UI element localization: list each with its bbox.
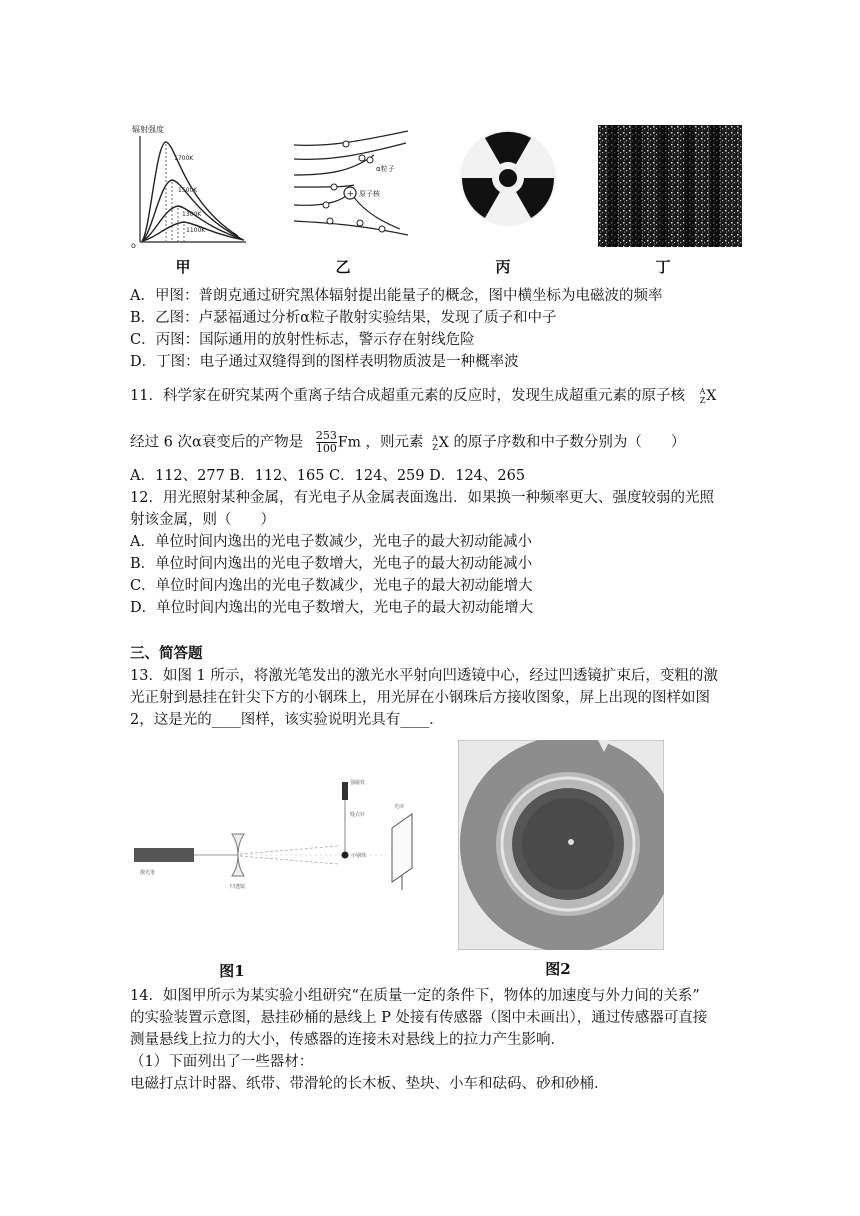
figure-bing-radiation [458, 128, 558, 228]
q10-option-a: A．甲图：普朗克通过研究黑体辐射提出能量子的概念，图中横坐标为电磁波的频率 [130, 288, 663, 304]
nuclide-mass-second: A [432, 433, 438, 443]
laser-diffraction-setup-icon [128, 768, 428, 898]
figure-jia-blackbody [128, 122, 250, 250]
blackbody-radiation-curves-icon [128, 122, 250, 250]
q14-line2: 的实验装置示意图，悬挂砂桶的悬线上 P 处接有传感器（图中未画出），通过传感器可直接 [130, 1010, 708, 1026]
q12-line1: 12．用光照射某种金属，有光电子从金属表面逸出．如果换一种频率更大、强度较弱的光照 [130, 490, 714, 506]
temp-label-2: 1300K [182, 211, 202, 218]
alpha-scattering-trajectories-icon [290, 125, 412, 247]
nuclide-atomic-second: Z [432, 442, 438, 452]
section-title: 三、简答题 [130, 645, 203, 662]
svg-text:+: + [346, 189, 355, 200]
panel-label-yi: 乙 [335, 258, 351, 276]
figure2-diffraction-image [458, 740, 664, 950]
q11-line2 [130, 430, 685, 455]
q10-option-d: D．丁图：电子通过双缝得到的图样表明物质波是一种概率波 [130, 354, 519, 370]
q13-line1: 13．如图 1 所示，将激光笔发出的激光水平射向凹透镜中心，经过凹透镜扩束后，变粗的激 [130, 668, 718, 684]
q11-stem-text: 11．科学家在研究某两个重离子结合成超重元素的反应时，发现生成超重元素的原子核 [130, 388, 685, 404]
laser-label: 激光笔 [140, 870, 156, 876]
needle-label: 缝衣针 [350, 812, 366, 818]
nuclide-x-second [432, 433, 449, 453]
radiation-warning-symbol-icon [458, 128, 558, 228]
fm-mass: 253 [315, 429, 337, 442]
fm-atomic: 100 [315, 442, 337, 455]
nuclide-symbol-second: X [438, 434, 449, 451]
panel-label-jia: 甲 [175, 258, 191, 276]
q11-line1 [130, 386, 716, 406]
temp-label-0: 1700K [174, 155, 194, 162]
q11-line2-part1: 经过 6 次α衰变后的产物是 [130, 434, 304, 451]
screen-label: 光屏 [394, 804, 405, 810]
double-slit-electron-pattern-icon [598, 125, 742, 247]
temp-label-3: 1100K [186, 227, 206, 234]
figure-ding-double-slit [598, 125, 742, 247]
figure1-label: 图1 [219, 962, 245, 980]
panel-label-bing: 丙 [495, 258, 511, 276]
ball-label: 小钢珠 [351, 853, 367, 859]
alpha-label: α粒子 [376, 165, 395, 173]
q14-line5: 电磁打点计时器、纸带、带滑轮的长木板、垫块、小车和砝码、砂和砂桶． [130, 1076, 609, 1092]
q12-option-b: B．单位时间内逸出的光电子数增大，光电子的最大初动能减小 [130, 556, 533, 572]
nuclide-fm [316, 430, 361, 455]
q10-option-c: C．丙图：国际通用的放射性标志，警示存在射线危险 [130, 332, 475, 348]
panel-label-ding: 丁 [655, 258, 671, 276]
nuclide-atomic: Z [699, 396, 706, 405]
q14-line1: 14．如图甲所示为某实验小组研究“在质量一定的条件下，物体的加速度与外力间的关系” [130, 988, 700, 1004]
nuclide-symbol: X [706, 388, 717, 404]
nuclide-mass: A [699, 387, 706, 396]
blackbody-ylabel: 辐射强度 [132, 125, 164, 134]
q14-line3: 测量悬线上拉力的大小，传感器的连接未对悬线上的拉力产生影响． [130, 1032, 565, 1048]
figure2-label: 图2 [545, 960, 571, 978]
figure-yi-scattering [290, 125, 412, 247]
magnet-label: 强磁铁 [350, 780, 366, 786]
q14-line4: （1）下面列出了一些器材： [130, 1054, 314, 1070]
q11-line2-part3: 的原子序数和中子数分别为（ ） [453, 434, 686, 451]
q11-options: A．112、277 B．112、165 C．124、259 D．124、265 [130, 468, 526, 484]
nucleus-label: 原子核 [359, 190, 380, 198]
q12-line2: 射该金属，则（ ） [130, 512, 275, 528]
lens-label: 凹透镜 [230, 884, 246, 890]
figure1-laser-setup [128, 768, 428, 898]
q12-option-d: D．单位时间内逸出的光电子数增大，光电子的最大初动能增大 [130, 600, 534, 616]
nuclide-x [700, 386, 717, 406]
q12-option-c: C．单位时间内逸出的光电子数减少，光电子的最大初动能增大 [130, 578, 533, 594]
q11-line2-part2: ，则元素 [365, 434, 424, 451]
poisson-spot-pattern-icon [458, 740, 664, 950]
q13-line3: 2，这是光的____图样，该实验说明光具有____． [130, 712, 444, 728]
temp-label-1: 1500K [178, 187, 198, 194]
fm-symbol: Fm [337, 434, 361, 451]
q13-line2: 光正射到悬挂在针尖下方的小钢珠上，用光屏在小钢珠后方接收图象，屏上出现的图样如图 [130, 690, 710, 706]
q12-option-a: A．单位时间内逸出的光电子数减少，光电子的最大初动能减小 [130, 534, 532, 550]
blackbody-origin: o [131, 241, 136, 250]
q10-option-b: B．乙图：卢瑟福通过分析α粒子散射实验结果，发现了质子和中子 [130, 310, 557, 326]
